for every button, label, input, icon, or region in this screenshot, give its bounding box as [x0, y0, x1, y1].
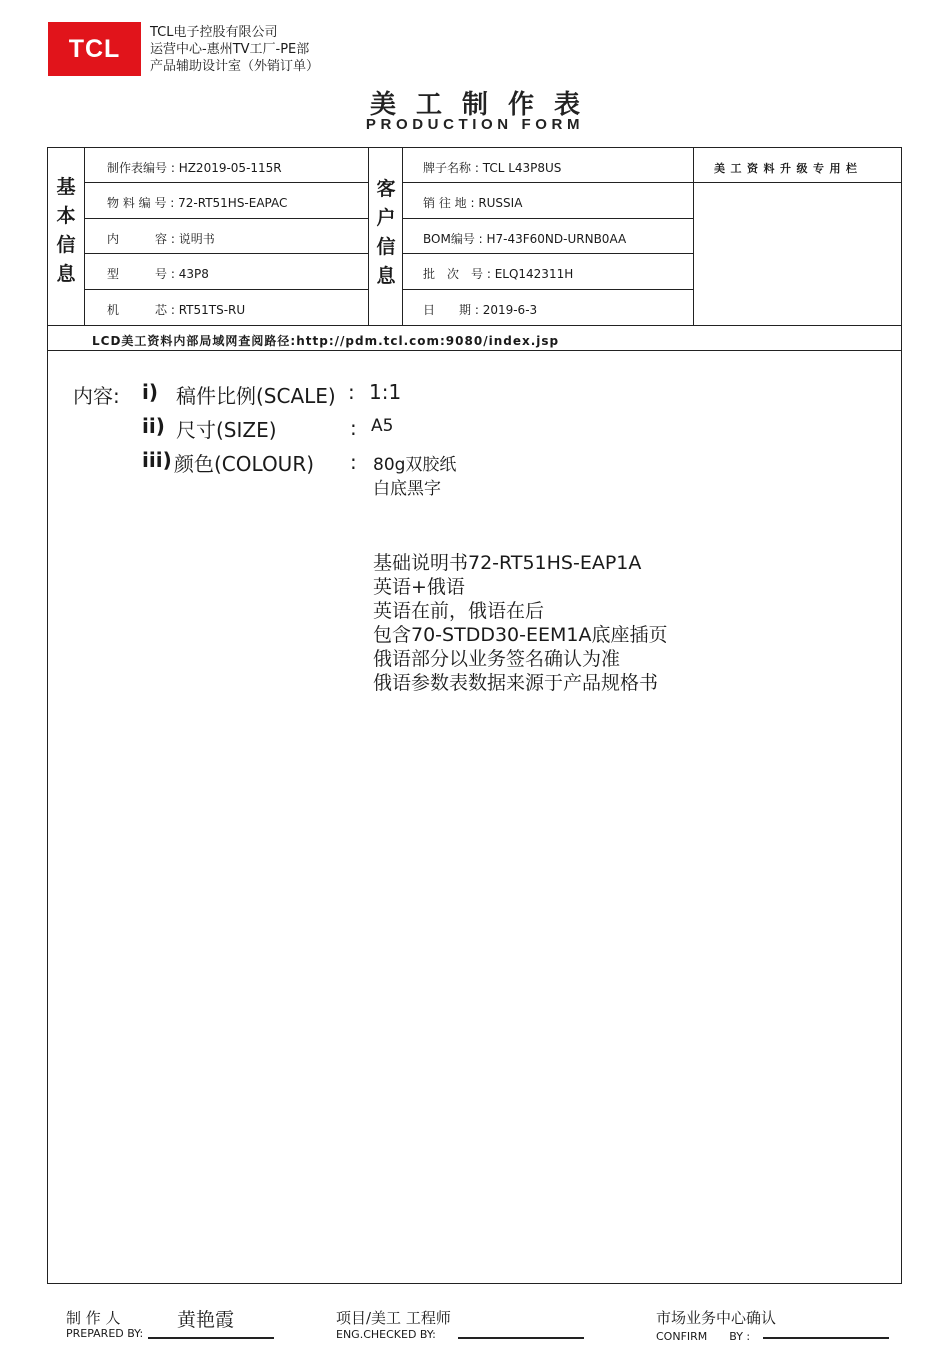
divider: [84, 289, 368, 290]
field-value: 72-RT51HS-EAPAC: [178, 196, 288, 210]
colon: :: [350, 450, 357, 474]
field-label: 日 期: [423, 303, 472, 317]
customer-info-row: BOM编号 : H7-43F60ND-URNB0AA: [423, 232, 627, 246]
note-line: 英语+俄语: [373, 576, 465, 598]
divider: [402, 289, 693, 290]
lcd-path-line: LCD美工资料内部局域网查阅路径:http://pdm.tcl.com:9080/index.jsp: [92, 334, 560, 348]
confirm-label-en: CONFIRM BY :: [656, 1330, 751, 1343]
divider: [84, 182, 368, 183]
confirm-label-cn: 市场业务中心确认: [656, 1309, 777, 1327]
company-info: [150, 24, 319, 75]
field-value: TCL L43P8US: [482, 161, 562, 175]
basic-info-row: 机 芯 : RT51TS-RU: [107, 303, 246, 317]
item-name: 颜色(COLOUR): [174, 452, 315, 476]
customer-info-row: 批 次 号 : ELQ142311H: [423, 267, 574, 281]
customer-info-row: 牌子名称 : TCL L43P8US: [423, 161, 562, 175]
field-value: 43P8: [178, 267, 209, 281]
note-line: 基础说明书72-RT51HS-EAP1A: [373, 552, 642, 574]
signature-line: [148, 1337, 274, 1339]
notes-block: [373, 551, 667, 695]
colon: :: [350, 416, 357, 440]
divider: [47, 325, 902, 326]
field-value: 说明书: [178, 232, 215, 246]
label-char: 信: [56, 234, 76, 256]
divider: [402, 218, 693, 219]
field-value: RT51TS-RU: [178, 303, 246, 317]
field-value: 2019-6-3: [482, 303, 538, 317]
field-label: 机 芯: [107, 303, 168, 317]
divider: [84, 147, 85, 325]
label-char: 息: [56, 263, 76, 285]
company-line: 产品辅助设计室（外销订单）: [150, 59, 320, 74]
divider: [693, 147, 694, 325]
field-label: 制作表编号: [107, 161, 168, 175]
field-label: 牌子名称: [423, 161, 472, 175]
upgrade-column-header: 美工资料升级专用栏: [714, 162, 863, 175]
page-subtitle: PRODUCTION FORM: [365, 116, 585, 133]
field-label: 销 往 地: [423, 196, 467, 210]
item-value: 80g双胶纸: [373, 455, 457, 475]
basic-info-row: 制作表编号 : HZ2019-05-115R: [107, 161, 282, 175]
label-char: 信: [376, 236, 396, 258]
note-line: 俄语部分以业务签名确认为准: [373, 648, 621, 670]
item-value: A5: [371, 416, 394, 436]
field-value: HZ2019-05-115R: [178, 161, 282, 175]
basic-info-row: 型 号 : 43P8: [107, 267, 209, 281]
note-line: 包含70-STDD30-EEM1A底座插页: [373, 624, 668, 646]
prepared-signature: 黄艳霞: [177, 1309, 235, 1331]
company-line: TCL电子控股有限公司: [150, 25, 278, 40]
divider: [402, 253, 693, 254]
divider: [47, 350, 902, 351]
field-value: ELQ142311H: [494, 267, 574, 281]
item-number: i): [142, 380, 158, 404]
prepared-label-en: PREPARED BY:: [66, 1327, 144, 1340]
company-line: 运营中心-惠州TV工厂-PE部: [150, 42, 310, 57]
divider: [84, 218, 368, 219]
note-line: 英语在前，俄语在后: [373, 600, 545, 622]
label-char: 本: [56, 205, 76, 227]
tcl-logo: TCL: [48, 22, 141, 76]
divider: [402, 182, 902, 183]
signature-line: [458, 1337, 584, 1339]
basic-info-row: 内 容 : 说明书: [107, 232, 215, 246]
content-label: 内容:: [73, 384, 120, 408]
item-value-line2: 白底黑字: [373, 479, 441, 499]
label-char: 客: [376, 178, 396, 200]
item-number: iii): [142, 448, 172, 472]
item-name: 尺寸(SIZE): [176, 418, 277, 442]
item-value: 1:1: [369, 380, 402, 404]
customer-info-label: [368, 175, 404, 291]
field-label: BOM编号: [423, 232, 475, 246]
field-value: RUSSIA: [478, 196, 523, 210]
item-name: 稿件比例(SCALE): [176, 384, 336, 408]
customer-info-row: 销 往 地 : RUSSIA: [423, 196, 523, 210]
note-line: 俄语参数表数据来源于产品规格书: [373, 672, 659, 694]
field-label: 内 容: [107, 232, 168, 246]
divider: [84, 253, 368, 254]
field-label: 物 料 编 号: [107, 196, 167, 210]
field-label: 批 次 号: [423, 267, 484, 281]
field-label: 型 号: [107, 267, 168, 281]
label-char: 户: [376, 207, 396, 229]
label-char: 基: [56, 176, 76, 198]
basic-info-label: [48, 173, 84, 289]
checked-label-en: ENG.CHECKED BY:: [336, 1328, 436, 1341]
prepared-label-cn: 制 作 人: [66, 1309, 121, 1327]
colon: :: [348, 380, 355, 404]
customer-info-row: 日 期 : 2019-6-3: [423, 303, 538, 317]
label-char: 息: [376, 265, 396, 287]
checked-label-cn: 项目/美工 工程师: [336, 1309, 451, 1327]
page-title: 美工制作表: [369, 90, 600, 120]
signature-line: [763, 1337, 889, 1339]
basic-info-row: 物 料 编 号 : 72-RT51HS-EAPAC: [107, 196, 288, 210]
field-value: H7-43F60ND-URNB0AA: [486, 232, 627, 246]
item-number: ii): [142, 414, 165, 438]
